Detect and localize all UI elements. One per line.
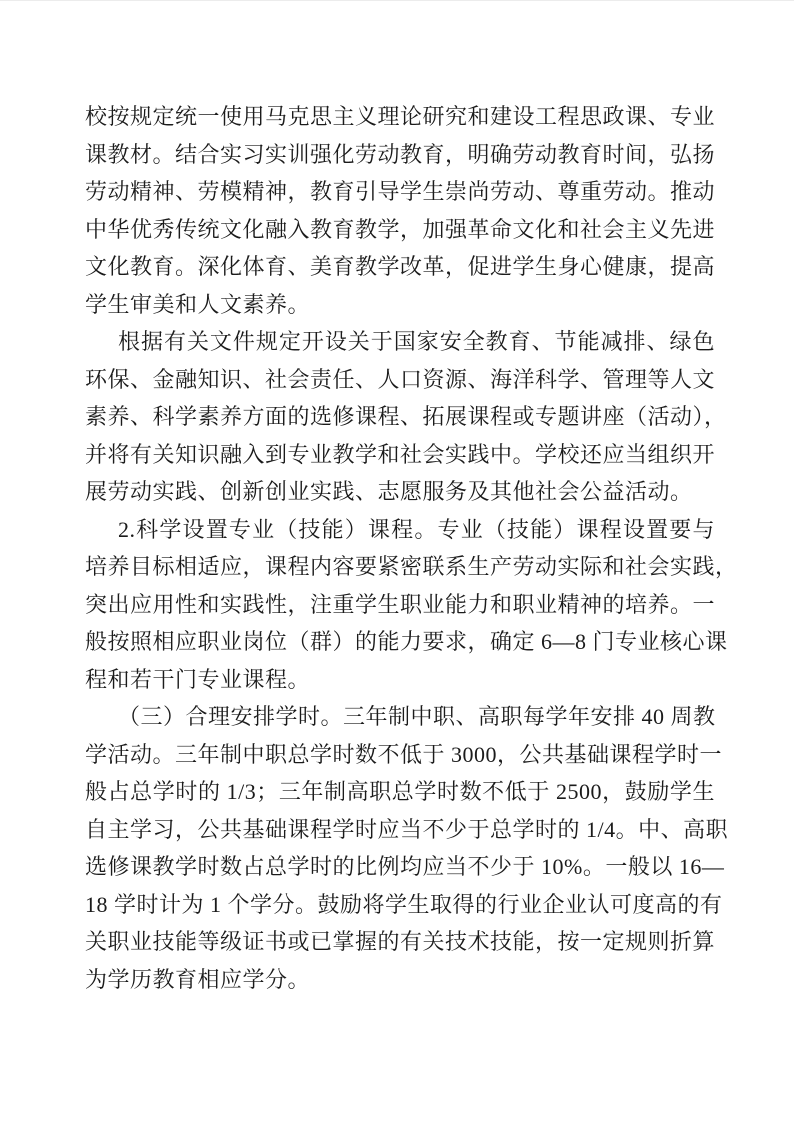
document-line: 关职业技能等级证书或已掌握的有关技术技能，按一定规则折算 [85, 929, 716, 954]
document-line: 并将有关知识融入到专业教学和社会实践中。学校还应当组织开 [85, 441, 716, 467]
document-line: 般按照相应职业岗位（群）的能力要求，确定 6—8 门专业核心课 [85, 629, 728, 654]
document-line: 环保、金融知识、社会责任、人口资源、海洋科学、管理等人文 [85, 366, 716, 392]
document-line: 素养、科学素养方面的选修课程、拓展课程或专题讲座（活动）， [85, 404, 727, 429]
document-line: 学活动。三年制中职总学时数不低于 3000，公共基础课程学时一 [85, 741, 723, 767]
paragraph-skill-courses [85, 511, 738, 699]
document-line: 突出应用性和实践性，注重学生职业能力和职业精神的培养。一 [85, 591, 716, 617]
paragraph-elective-courses [85, 323, 727, 511]
document-line: 中华优秀传统文化融入教育教学，加强革命文化和社会主义先进 [85, 216, 716, 242]
document-line: 自主学习，公共基础课程学时应当不少于总学时的 1/4。中、高职 [85, 816, 729, 842]
document-line: 展劳动实践、创新创业实践、志愿服务及其他社会公益活动。 [85, 479, 693, 504]
document-line: 程和若干门专业课程。 [85, 666, 311, 692]
document-line: 选修课教学时数占总学时的比例均应当不少于 10%。一般以 16— [85, 854, 725, 879]
document-line: （三）合理安排学时。三年制中职、高职每学年安排 40 周教 [118, 704, 716, 729]
document-line: 根据有关文件规定开设关于国家安全教育、节能减排、绿色 [118, 329, 715, 354]
document-line: 文化教育。深化体育、美育教学改革，促进学生身心健康，提高 [85, 254, 716, 279]
document-line: 为学历教育相应学分。 [85, 966, 311, 992]
document-line: 校按规定统一使用马克思主义理论研究和建设工程思政课、专业 [85, 104, 716, 129]
document-line: 般占总学时的 1/3；三年制高职总学时数不低于 2500，鼓励学生 [85, 779, 715, 804]
document-body [85, 98, 738, 998]
document-line: 劳动精神、劳模精神，教育引导学生崇尚劳动、尊重劳动。推动 [85, 179, 716, 204]
document-line: 2.科学设置专业（技能）课程。专业（技能）课程设置要与 [118, 516, 715, 542]
document-line: 培养目标相适应，课程内容要紧密联系生产劳动实际和社会实践， [85, 554, 738, 579]
document-line: 课教材。结合实习实训强化劳动教育，明确劳动教育时间，弘扬 [85, 141, 716, 167]
paragraph-class-hours [85, 698, 729, 998]
paragraph-continuation [85, 98, 715, 323]
document-line: 学生审美和人文素养。 [85, 291, 311, 317]
document-line: 18 学时计为 1 个学分。鼓励将学生取得的行业企业认可度高的有 [85, 891, 723, 917]
